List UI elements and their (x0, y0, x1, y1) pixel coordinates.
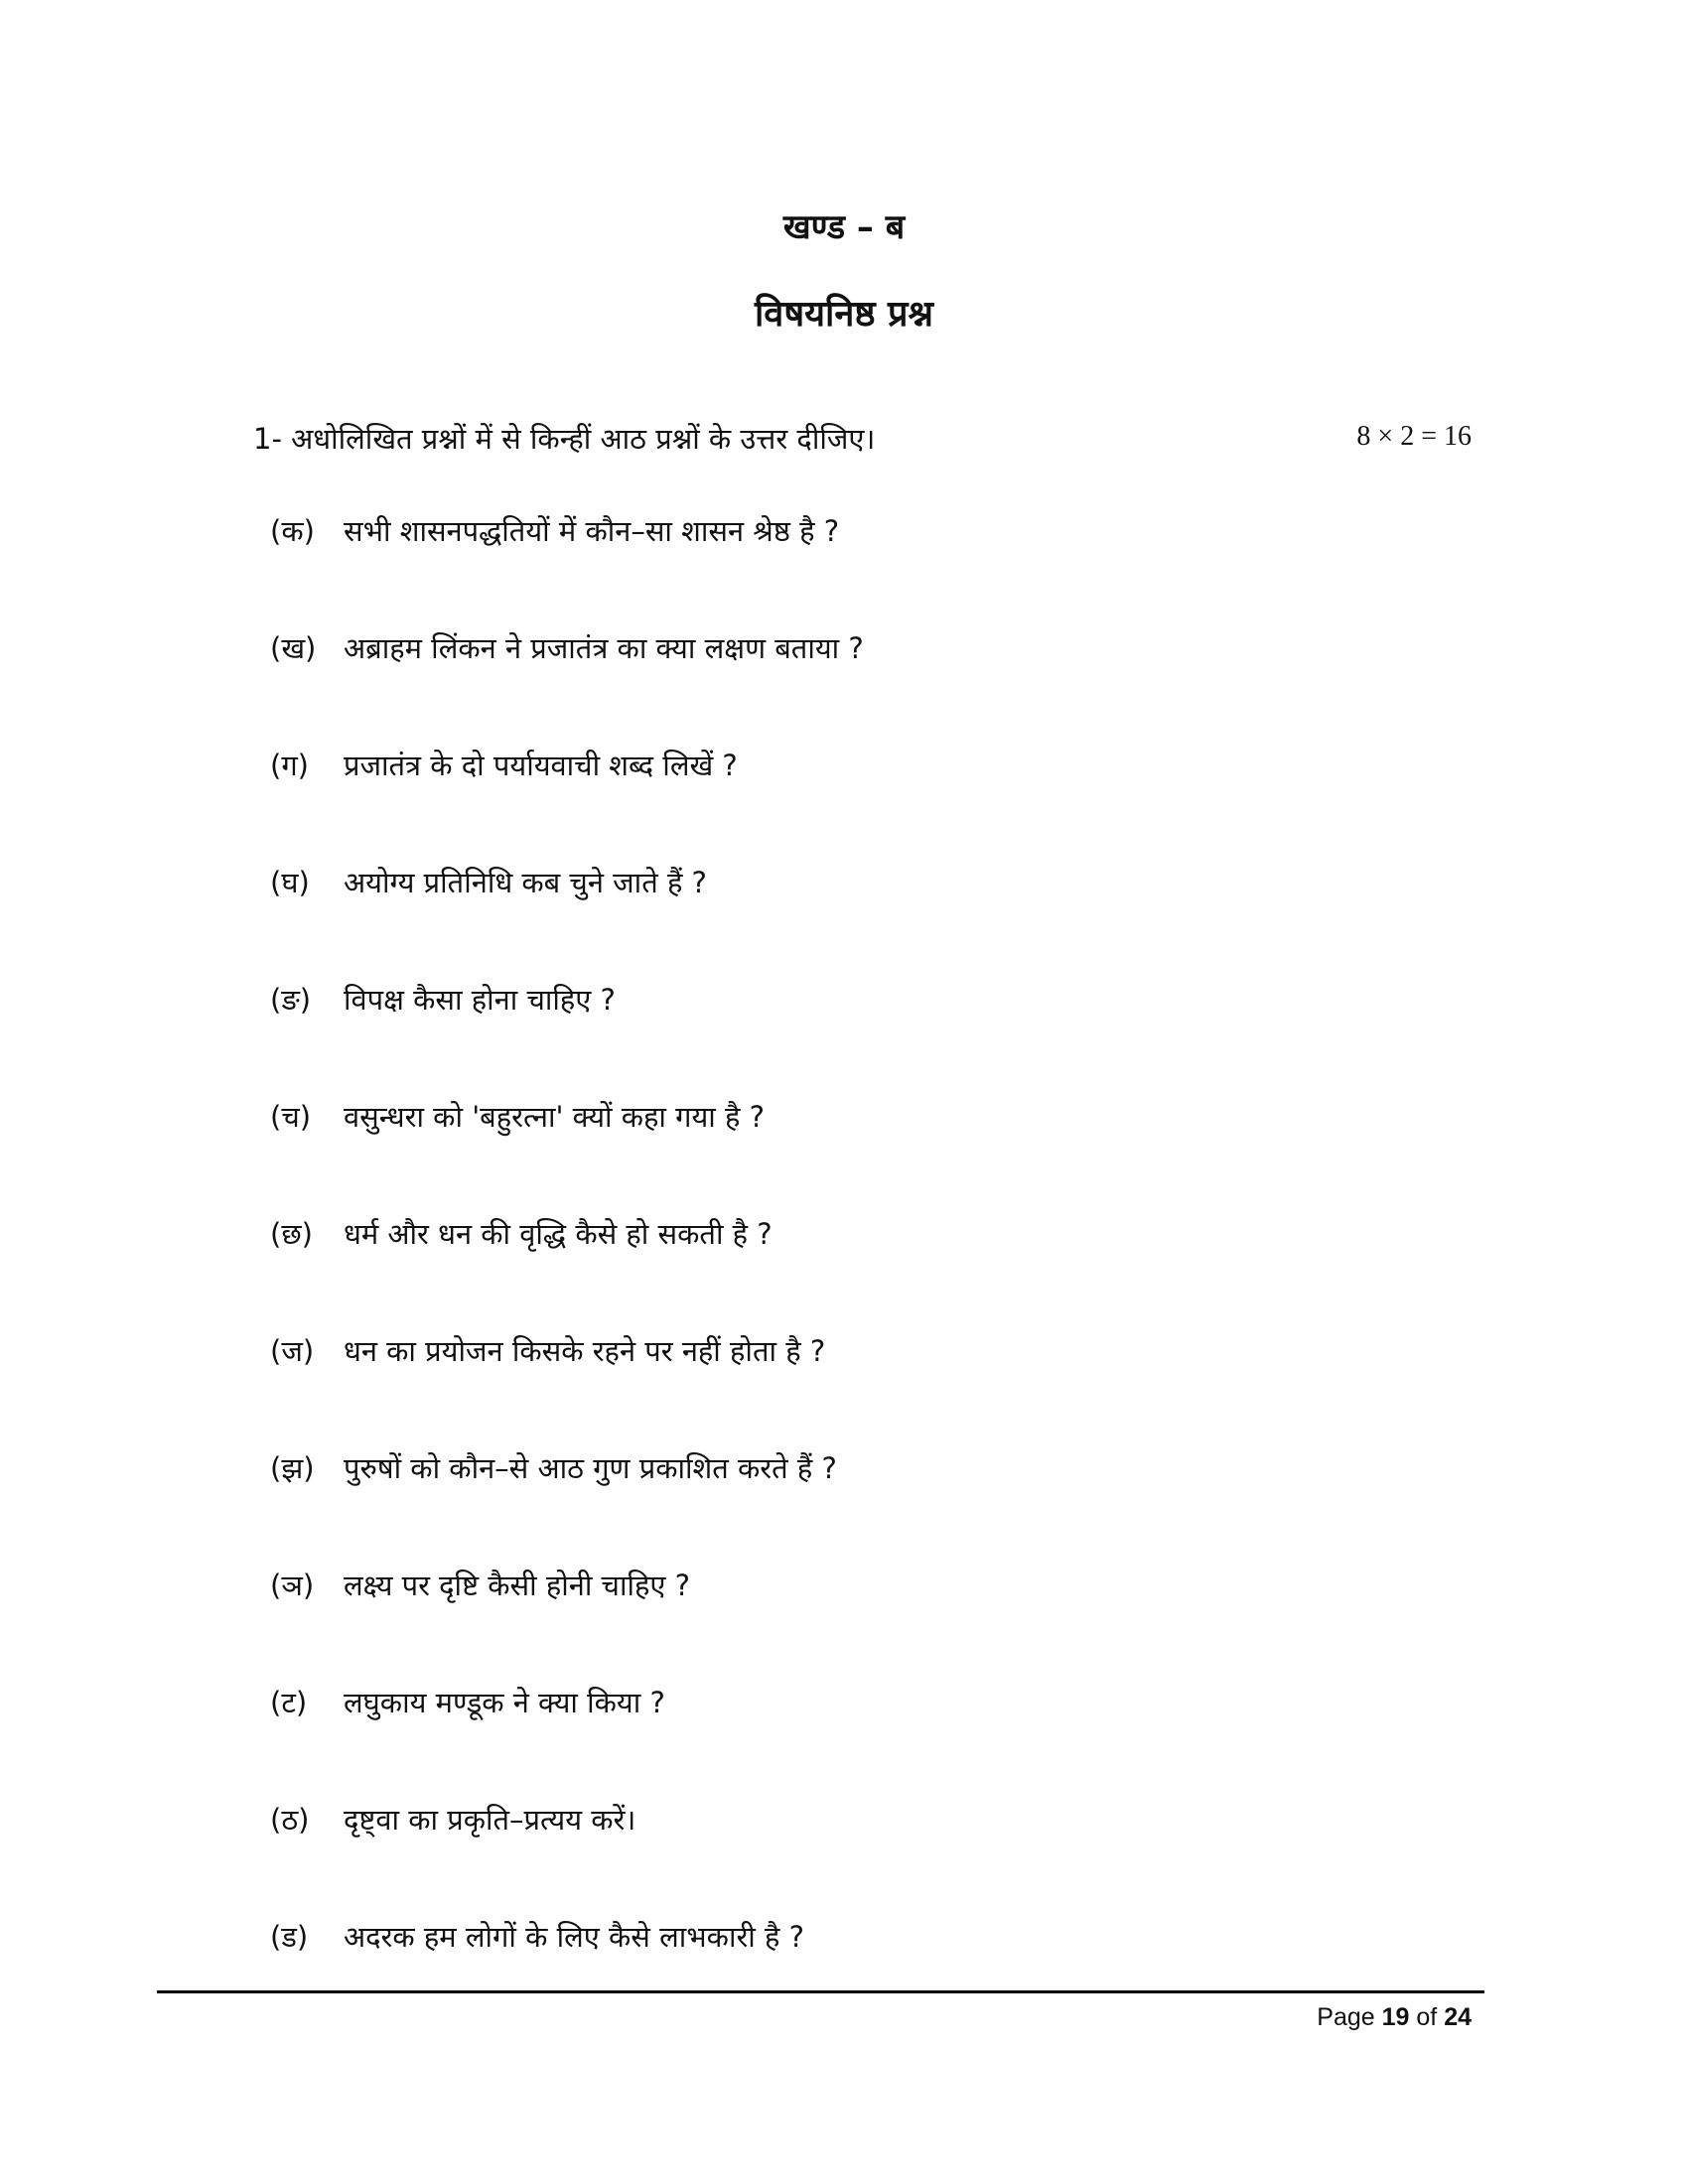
question-text: दृष्ट्वा का प्रकृति–प्रत्यय करें। (344, 1803, 636, 1837)
question-item (270, 980, 616, 1019)
question-text: पुरुषों को कौन–से आठ गुण प्रकाशित करते हैं ? (344, 1451, 837, 1485)
question-item (270, 1566, 690, 1604)
question-label: (ङ) (270, 983, 312, 1017)
question-text: अयोग्य प्रतिनिधि कब चुने जाते हैं ? (344, 866, 707, 899)
question-label: (घ) (270, 866, 310, 899)
question-label: (ग) (270, 749, 309, 782)
page-number (1192, 2003, 1472, 2032)
page-total: 24 (1444, 2003, 1472, 2031)
question-item (270, 511, 839, 550)
section-heading: खण्ड – ब (782, 207, 906, 247)
question-item (270, 1800, 635, 1839)
question-item (270, 863, 707, 901)
question-label: (ञ) (270, 1569, 315, 1602)
question-item (270, 628, 864, 667)
question-text: अब्राहम लिंकन ने प्रजातंत्र का क्या लक्षण बताया ? (344, 631, 864, 665)
question-item (270, 1097, 765, 1136)
question-instruction: 1- अधोलिखित प्रश्नों में से किन्हीं आठ प्रश्नों के उत्तर दीजिए। (253, 422, 876, 456)
question-label: (छ) (270, 1217, 313, 1251)
question-label: (क) (270, 514, 315, 548)
question-text: प्रजातंत्र के दो पर्यायवाची शब्द लिखें ? (344, 749, 738, 782)
question-label: (ट) (270, 1686, 308, 1719)
question-label: (च) (270, 1100, 312, 1134)
question-item (270, 746, 738, 784)
page-title: विषयनिष्ठ प्रश्न (754, 294, 933, 335)
question-item (270, 1683, 665, 1721)
page-prefix: Page (1317, 2003, 1382, 2031)
question-label: (झ) (270, 1451, 315, 1485)
question-label: (ज) (270, 1334, 315, 1368)
page-current: 19 (1381, 2003, 1410, 2031)
question-item (270, 1448, 837, 1487)
question-label: (ड) (270, 1920, 309, 1954)
footer-divider (157, 1990, 1484, 1993)
marks-allocation: 8 × 2 = 16 (1356, 421, 1472, 452)
page-of: of (1409, 2003, 1445, 2031)
question-text: सभी शासनपद्धतियों में कौन–सा शासन श्रेष्ठ है ? (344, 514, 840, 548)
question-text: लघुकाय मण्डूक ने क्या किया ? (344, 1686, 665, 1719)
question-text: धन का प्रयोजन किसके रहने पर नहीं होता है ? (344, 1334, 826, 1368)
question-item (270, 1331, 825, 1370)
question-text: धर्म और धन की वृद्धि कैसे हो सकती है ? (344, 1217, 773, 1251)
question-item (270, 1917, 804, 1956)
question-item (270, 1214, 773, 1253)
question-text: अदरक हम लोगों के लिए कैसे लाभकारी है ? (344, 1920, 805, 1954)
question-text: वसुन्धरा को 'बहुरत्ना' क्यों कहा गया है ? (344, 1100, 766, 1134)
question-text: लक्ष्य पर दृष्टि कैसी होनी चाहिए ? (344, 1569, 691, 1602)
question-label: (ठ) (270, 1803, 310, 1837)
question-text: विपक्ष कैसा होना चाहिए ? (344, 983, 616, 1017)
question-label: (ख) (270, 631, 317, 665)
